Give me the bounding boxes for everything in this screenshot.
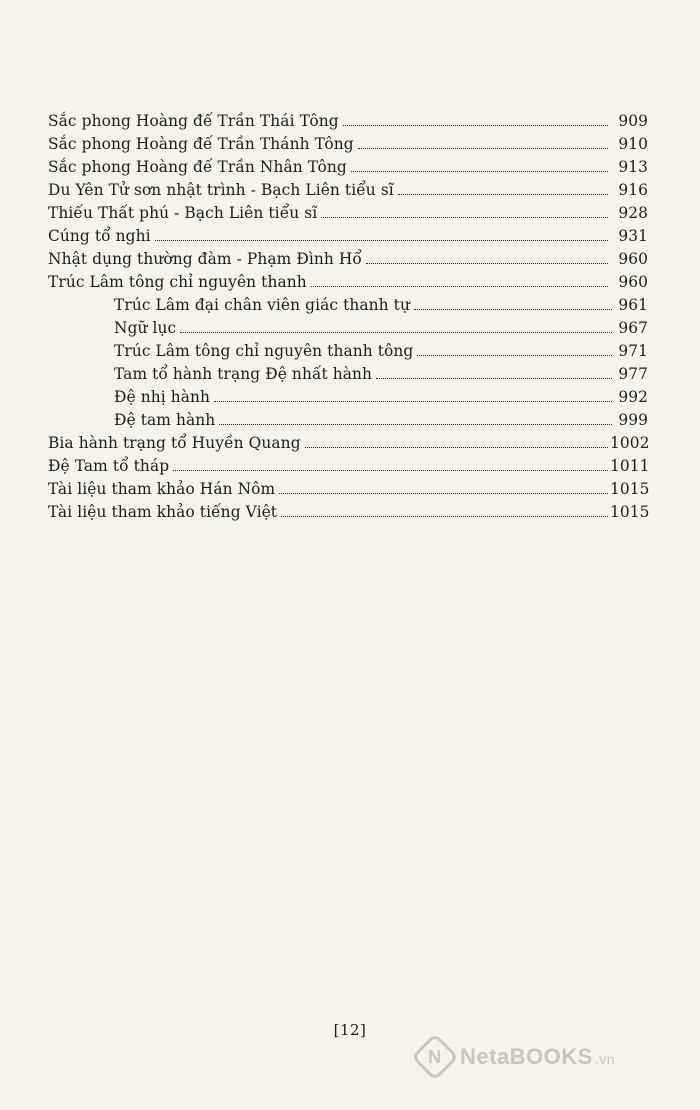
- toc-entry: [48, 175, 648, 198]
- toc-leader-dots: [311, 286, 608, 287]
- toc-entry-page: 909: [618, 111, 648, 130]
- toc-entry: [48, 405, 648, 428]
- toc-entry-page: 961: [618, 295, 648, 314]
- toc-leader-dots: [173, 470, 608, 471]
- toc-entry-title: Trúc Lâm tông chỉ nguyên thanh tông: [114, 341, 414, 360]
- toc-leader-dots: [358, 148, 608, 149]
- toc-entry: [48, 129, 648, 152]
- toc-entry-title: Trúc Lâm tông chỉ nguyên thanh: [48, 272, 307, 291]
- toc-entry-page: 960: [618, 272, 648, 291]
- toc-entry-title: Đệ nhị hành: [114, 387, 211, 406]
- toc-entry-title: Tài liệu tham khảo Hán Nôm: [48, 479, 276, 498]
- toc-entry-title: Đệ Tam tổ tháp: [48, 456, 170, 475]
- toc-entry-title: Tài liệu tham khảo tiếng Việt: [48, 502, 278, 521]
- toc-entry: [48, 290, 648, 313]
- toc-leader-dots: [219, 424, 612, 425]
- watermark-brand: NetaBOOKS: [460, 1044, 593, 1069]
- toc-entry: [48, 106, 648, 129]
- toc-entry: [48, 474, 648, 497]
- toc-entry: [48, 198, 648, 221]
- logo-glyph: N: [428, 1047, 442, 1067]
- toc-entry-page: 1015: [610, 479, 650, 498]
- toc-leader-dots: [305, 447, 608, 448]
- toc-entry-title: Sắc phong Hoàng đế Trần Thánh Tông: [48, 134, 354, 153]
- toc-entry: [48, 336, 648, 359]
- toc-entry: [48, 497, 648, 520]
- toc-entry: [48, 359, 648, 382]
- toc-entry: [48, 267, 648, 290]
- toc-entry-title: Nhật dụng thường đàm - Phạm Đình Hổ: [48, 249, 362, 268]
- toc-leader-dots: [214, 401, 612, 402]
- toc-entry-title: Cúng tổ nghi: [48, 226, 151, 245]
- toc-entry: [48, 313, 648, 336]
- toc-entry-page: 977: [618, 364, 648, 383]
- netabooks-logo-icon: [411, 1033, 459, 1081]
- toc-entry-page: 1015: [610, 502, 650, 521]
- toc-entry-page: 913: [618, 157, 648, 176]
- toc-leader-dots: [417, 355, 612, 356]
- watermark-domain: .vn: [594, 1051, 616, 1067]
- toc-entry-title: Sắc phong Hoàng đế Trần Thái Tông: [48, 111, 339, 130]
- toc-entry: [48, 428, 648, 451]
- toc-entry-page: 1011: [610, 456, 650, 475]
- page-number-footer: [12]: [333, 1021, 367, 1039]
- toc-entry: [48, 382, 648, 405]
- toc-leader-dots: [180, 332, 612, 333]
- toc-entry-title: Du Yên Tử sơn nhật trình - Bạch Liên tiểu sĩ: [48, 180, 394, 199]
- toc-leader-dots: [351, 171, 608, 172]
- toc-leader-dots: [366, 263, 608, 264]
- toc-entry-page: 992: [618, 387, 648, 406]
- toc-entry-page: 910: [618, 134, 648, 153]
- toc-entry-title: Đệ tam hành: [114, 410, 216, 429]
- toc-leader-dots: [321, 217, 608, 218]
- toc-entry-page: 999: [618, 410, 648, 429]
- toc-entry-title: Thiếu Thất phú - Bạch Liên tiểu sĩ: [48, 203, 318, 222]
- toc-entry-title: Ngữ lục: [114, 318, 177, 337]
- table-of-contents: [48, 106, 648, 520]
- toc-entry-title: Sắc phong Hoàng đế Trần Nhân Tông: [48, 157, 347, 176]
- watermark-text: [460, 1044, 615, 1070]
- toc-entry: [48, 451, 648, 474]
- toc-entry-page: 931: [618, 226, 648, 245]
- toc-entry-page: 971: [618, 341, 648, 360]
- publisher-watermark: [418, 1040, 615, 1074]
- toc-entry: [48, 244, 648, 267]
- toc-leader-dots: [414, 309, 612, 310]
- toc-entry-title: Bia hành trạng tổ Huyền Quang: [48, 433, 301, 452]
- toc-leader-dots: [155, 240, 608, 241]
- toc-entry-title: Trúc Lâm đại chân viên giác thanh tự: [114, 295, 410, 314]
- toc-entry-page: 1002: [610, 433, 650, 452]
- toc-leader-dots: [376, 378, 612, 379]
- toc-leader-dots: [281, 516, 608, 517]
- toc-entry-title: Tam tổ hành trạng Đệ nhất hành: [114, 364, 373, 383]
- toc-entry: [48, 152, 648, 175]
- toc-entry-page: 960: [618, 249, 648, 268]
- toc-entry-page: 967: [618, 318, 648, 337]
- toc-entry-page: 928: [618, 203, 648, 222]
- toc-entry-page: 916: [618, 180, 648, 199]
- toc-leader-dots: [343, 125, 608, 126]
- toc-entry: [48, 221, 648, 244]
- toc-leader-dots: [398, 194, 608, 195]
- toc-leader-dots: [279, 493, 608, 494]
